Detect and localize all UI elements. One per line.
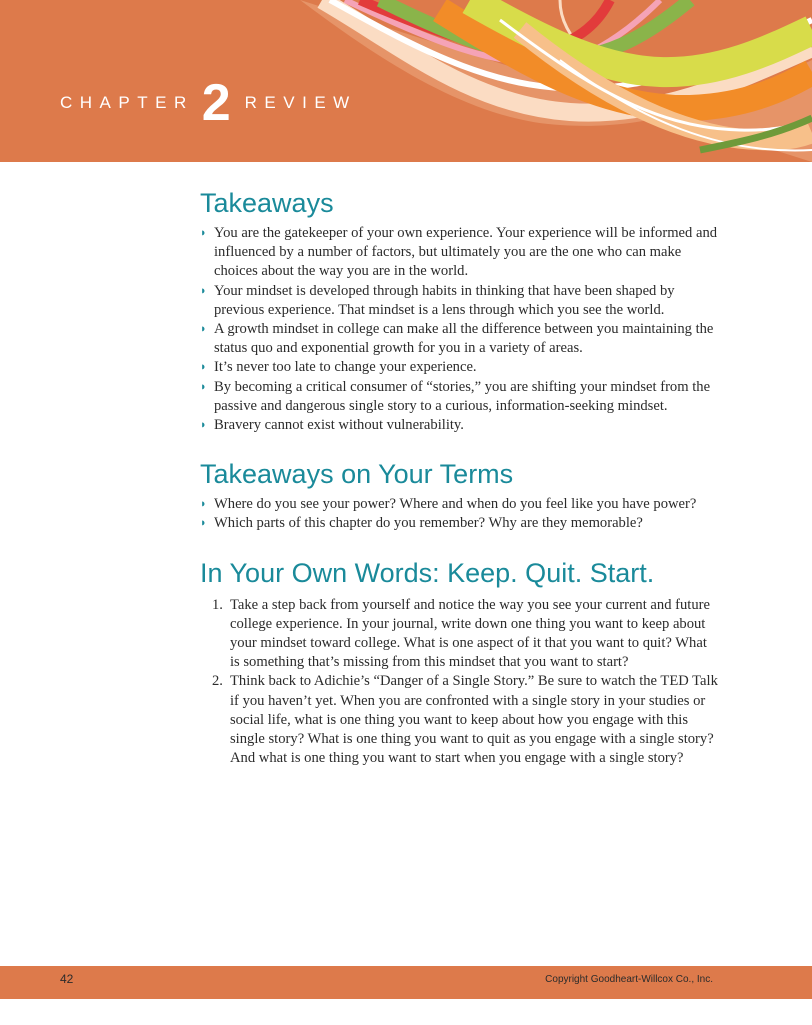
list-item: 1. Take a step back from yourself and notice the way you see your current and future college experience. In your journal, write down one thing you want to keep about your mindset toward college. What is one aspect of it that you want to quit? What is something that’s missing from this mindset that you want to start?: [212, 596, 710, 671]
takeaways-section: [200, 186, 720, 435]
review-content: [200, 186, 720, 790]
chapter-number: 2: [201, 74, 231, 132]
takeaways-heading: Takeaways: [200, 188, 334, 218]
bullet-icon: ◗: [200, 419, 207, 432]
bullet-icon: ◗: [200, 323, 207, 336]
chapter-header-banner: [0, 0, 812, 162]
list-item: ◗ It’s never too late to change your experience.: [200, 358, 720, 377]
own-words-heading: In Your Own Words: Keep. Quit. Start.: [200, 557, 655, 588]
bullet-icon: ◗: [200, 498, 207, 511]
list-item: 2. Think back to Adichie’s “Danger of a Single Story.” Be sure to watch the TED Talk if you haven’t yet. When you are confronted with a single story in your studies or social life, what is one thing you want to keep about how you engage with this single story? What is one thing you want to quit as you engage with a single story? And what is one thing you want to start when you engage with a single story?: [212, 673, 718, 767]
item-number: 1.: [212, 596, 223, 613]
your-terms-list: [200, 495, 720, 533]
takeaways-list: [200, 224, 720, 435]
bullet-icon: ◗: [200, 227, 207, 239]
bullet-icon: ◗: [200, 380, 207, 393]
your-terms-section: [200, 457, 720, 533]
bullet-icon: ◗: [200, 517, 207, 530]
list-item: ◗ Which parts of this chapter do you remember? Why are they memorable?: [200, 514, 720, 533]
chapter-label: CHAPTER: [60, 93, 194, 112]
list-item: ◗ Where do you see your power? Where and when do you feel like you have power?: [200, 495, 720, 514]
review-label: REVIEW: [244, 93, 357, 112]
list-item: ◗ A growth mindset in college can make all the difference between you maintaining the status quo and exponential growth for you in a variety of areas.: [200, 321, 714, 357]
copyright-notice: Copyright Goodheart-Willcox Co., Inc.: [545, 974, 713, 985]
list-item: ◗ By becoming a critical consumer of “stories,” you are shifting your mindset from the passive and dangerous single story to a curious, information-seeking mindset.: [200, 378, 711, 414]
bullet-icon: ◗: [200, 361, 207, 374]
page-footer: [0, 966, 812, 999]
your-terms-heading: Takeaways on Your Terms: [200, 459, 514, 490]
item-number: 2.: [212, 673, 223, 690]
list-item: ◗ Bravery cannot exist without vulnerability.: [200, 416, 720, 435]
own-words-section: [200, 556, 720, 769]
bullet-icon: ◗: [200, 284, 207, 297]
page-number: 42: [60, 972, 74, 986]
list-item: ◗ Your mindset is developed through habits in thinking that have been shaped by previous experience. That mindset is a lens through which you see the world.: [200, 282, 675, 318]
list-item: ◗ You are the gatekeeper of your own experience. Your experience will be informed and influenced by a number of factors, but ultimately you are the one who can make choices about the way you are in the world.: [200, 225, 718, 280]
chapter-title: [60, 74, 357, 132]
own-words-list: [200, 596, 720, 769]
